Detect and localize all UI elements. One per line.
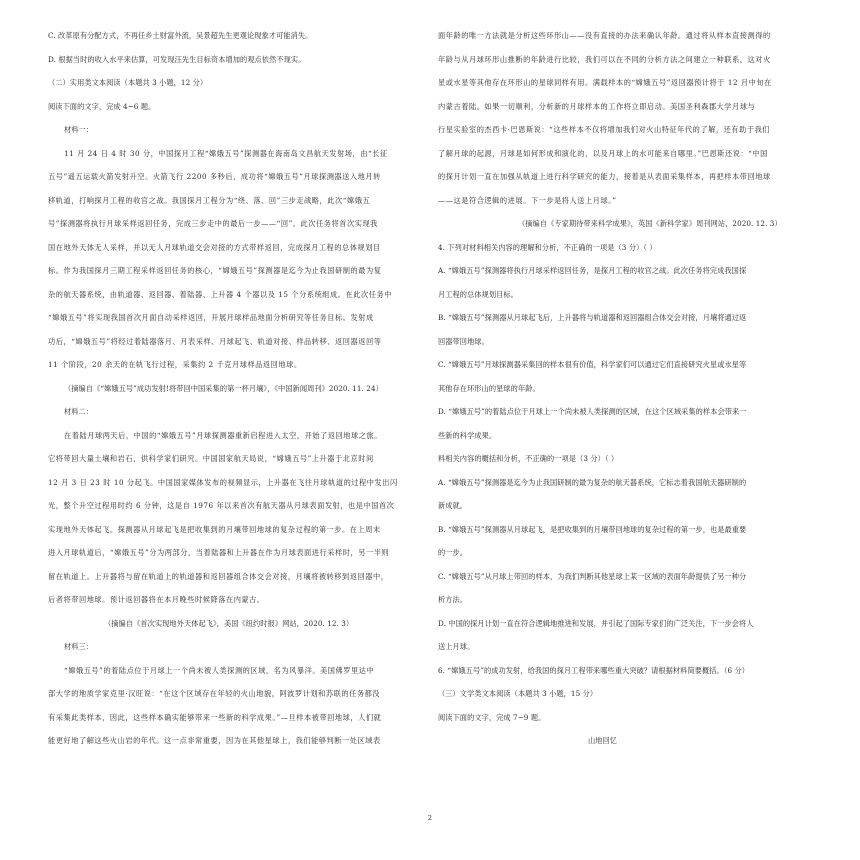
- left-text-line: 在着陆月球两天后，中国的“嫦娥五号”月球探测器重新启程进入太空，开始了返回地球之旅。: [64, 430, 382, 440]
- right-text-line: 6. “嫦娥五号”的成功发射，给我国的探月工程带来哪些重大突破？请根据材料简要概括。（6 分）: [438, 665, 750, 675]
- right-text-line: A. “嫦娥五号”探测器将执行月球采样返回任务，是探月工程的收官之战。此次任务将完成我国探: [438, 266, 747, 275]
- right-text-line: ——这是符合逻辑的进展。下一步是将人送上月球。”: [438, 195, 617, 205]
- right-text-line: 送上月球。: [438, 642, 475, 651]
- left-text-line: 号”探测器将执行月球采样返回任务，完成三步走中的最后一步——“回”。此次任务将首次实现我: [48, 219, 378, 228]
- right-text-line: 的探月计划一直在加强从轨道上进行科学研究的能力，接着是从表面采集样本，再把样本带回地球: [438, 172, 771, 181]
- left-text-line: 光，整个升空过程用时约 6 分钟，这是自 1976 年以来首次有航天器从月球表面发射，也是中国首次: [48, 501, 395, 510]
- left-text-line: 后者将带回地球。预计返回器将在本月晚些时候降落在内蒙古。: [48, 595, 265, 604]
- left-text-line: 部大学的地质学家克里·汉旺说：“在这个区域存在年轻的火山地貌，阿波罗计划和苏联的任务都没: [48, 689, 381, 698]
- left-text-line: C. 改革原有分配方式，不再任乡土财富外流，吴景超先生更观论现象才可能消失。: [48, 31, 313, 40]
- right-text-line: 新成就。: [438, 501, 468, 510]
- left-text-line: 能更好地了解这些火山岩的年代。这一点非常重要，因为在其他星球上，我们能够判断一处区域表: [48, 736, 381, 745]
- right-text-line: D. 中国的探月计划一直在符合逻辑地推进和发展，并引起了国际专家们的广泛关注，下一步会将人: [438, 618, 754, 628]
- right-text-line: 其他存在环形山的星球的年龄。: [438, 383, 540, 393]
- right-text-line: B. “嫦娥五号”探测器从月球起飞后，上升器将与轨道器和返回器组合体交会对接，月壤将通过返: [438, 313, 747, 322]
- right-text-line: A. “嫦娥五号”探测器是迄今为止我国研制的最为复杂的航天器系统，它标志着我国航天器研制的: [438, 477, 747, 487]
- right-text-line: 月工程的总体规划目标。: [438, 289, 518, 299]
- left-text-line: 11 月 24 日 4 时 30 分，中国探月工程“嫦娥五号”探测器在海南岛文昌航天发射场，由“长征: [64, 148, 388, 158]
- left-text-line: 移轨道，打响探月工程的收官之战。我国探月工程分为“绕、落、回”三步走战略，此次“嫦娥五: [48, 195, 371, 205]
- left-text-line: 材料二：: [64, 407, 94, 416]
- left-text-line: （二）实用类文本阅读（本题共 3 小题，12 分）: [48, 78, 208, 87]
- right-text-line: D. “嫦娥五号”的着陆点位于月球上一个尚未被人类探测的区域，在这个区域采集的样本会带来一: [438, 407, 747, 416]
- left-text-line: 实现地外天体起飞。探测器从月球起飞是把收集到的月壤带回地球的复杂过程的第一步。在上周末: [48, 524, 381, 534]
- right-text-line: 山地回忆: [588, 736, 618, 745]
- right-text-line: 了解月球的起源，月球是如何形成和演化的，以及月球上的水可能来自哪里。”巴恩斯还说：“中国: [438, 148, 768, 158]
- left-text-line: 标。作为我国探月三期工程采样返回任务的核心，“嫦娥五号”探测器是迄今为止我国研制的最为复: [48, 266, 382, 275]
- left-text-line: 材料三：: [64, 642, 94, 651]
- right-text-line: （摘编自《专家期待带来科学成果》，英国《新科学家》周刊网站，2020. 12. 3）: [518, 219, 782, 228]
- right-text-line: 的一步。: [438, 548, 468, 557]
- right-text-line: 阅读下面的文字，完成 7~9 题。: [438, 712, 546, 722]
- right-text-line: 4. 下列对材料相关内容的理解和分析，不正确的一项是（3 分）（ ）: [438, 242, 657, 252]
- right-text-line: 星或水星等其他存在环形山的星球同样有用。满载样本的“嫦娥五号”返回器预计将于 12 月中旬在: [438, 78, 772, 87]
- right-text-line: B. “嫦娥五号”探测器从月球起飞，是把收集到的月壤带回地球的复杂过程的第一步，也是最重要: [438, 524, 747, 534]
- right-text-line: C. “嫦娥五号”月球探测器采集回的样本很有价值，科学家们可以通过它们直接研究火星或水星等: [438, 360, 747, 369]
- right-text-line: 面年龄的唯一方法就是分析这些环形山——没有直接的办法来确认年龄。通过将从样本直接测得的: [438, 31, 771, 40]
- left-text-line: 杂的航天器系统，由轨道器、返回器、着陆器、上升器 4 个器以及 15 个分系统组成。在此次任务中: [48, 289, 392, 299]
- right-text-line: （三）文学类文本阅读（本题共 3 小题，15 分）: [438, 689, 598, 698]
- right-text-line: 析方法。: [438, 595, 468, 604]
- right-text-line: C. “嫦娥五号”从月球上带回的样本，为我们判断其他星球上某一区域的表面年龄提供了另一种分: [438, 571, 747, 581]
- left-text-line: 12 月 3 日 23 时 10 分起飞。中国国家媒体发布的视频显示，上升器在飞往月球轨道的过程中发出闪: [48, 477, 398, 487]
- left-text-line: 材料一：: [64, 125, 94, 134]
- left-column: [48, 30, 428, 759]
- left-text-line: 留在轨道上。上升器将与留在轨道上的轨道器和返回器组合体交会对接，月壤将被转移到返回器中，: [48, 571, 389, 581]
- left-text-line: 五号”遥五运载火箭发射升空。火箭飞行 2200 多秒后，成功将“嫦娥五号”月球探测器送入地月转: [48, 172, 381, 181]
- left-text-line: D. 根据当时的收入水平来估算，可发现汪先生目标资本增加的观点依然不现实。: [48, 54, 306, 64]
- right-text-line: 回器带回地球。: [438, 336, 489, 346]
- left-text-line: “嫦娥五号”的着陆点位于月球上一个尚未被人类探测的区域，名为风暴洋。美国佛罗里达中: [64, 665, 375, 675]
- left-text-line: 国在地外天体无人采样，并以无人月球轨道交会对接的方式带样返回，完成探月工程的总体规划目: [48, 242, 381, 252]
- left-text-line: “嫦娥五号”将实现我国首次月面自动采样返回，开展月球样品地面分析研究等任务目标。发射成: [48, 313, 374, 322]
- page-number: 2: [427, 814, 433, 822]
- left-text-line: 11 个阶段，20 余天的在轨飞行过程，采集约 2 千克月球样品返回地球。: [48, 360, 302, 369]
- left-text-line: 功后，“嫦娥五号”将经过着陆器落月、月表采样、月球起飞、轨道对接、样品转移、返回器返回等: [48, 336, 382, 346]
- right-text-line: 料相关内容的概括和分析，不正确的一项是（3 分）（ ）: [438, 454, 619, 463]
- left-text-line: 进入月球轨道后，“嫦娥五号”分为两部分，当着陆器和上升器在作为月球表面进行采样时，另一半则: [48, 548, 390, 557]
- right-text-line: 行星实验室的杰西卡·巴恩斯说：“这些样本不仅将增加我们对火山特征年代的了解，还有助于我们: [438, 125, 771, 134]
- right-text-line: 内蒙古着陆。如果一切顺利，分析新的月球样本的工作将立即启动。美国圣利森郡大学月球与: [438, 101, 756, 111]
- left-text-line: 阅读下面的文字，完成 4~6 题。: [48, 101, 156, 111]
- right-column: [438, 30, 813, 759]
- right-text-line: 些新的科学成果。: [438, 430, 497, 440]
- left-text-line: （摘编自《“嫦娥五号”成功发射!将带回中国采集的第一杯月壤》，《中国新闻周刊》2020. 11. 24）: [64, 383, 383, 393]
- left-text-line: 有采集此类样本，因此，这些样本确实能够带来一些新的科学成果。”—旦样本被带回地球，人们就: [48, 712, 382, 722]
- left-text-line: （摘编自《首次实现地外天体起飞》，美国《纽约时报》网站，2020. 12. 3）: [104, 618, 354, 628]
- left-text-line: 它将带回大量土壤和岩石，供科学家们研究。中国国家航天局说，“嫦娥五号”上升器于北京时间: [48, 454, 374, 463]
- right-text-line: 年龄与从月球环形山推断的年龄进行比较，我们可以在不同的分析方法之间建立一种联系，这对火: [438, 54, 771, 64]
